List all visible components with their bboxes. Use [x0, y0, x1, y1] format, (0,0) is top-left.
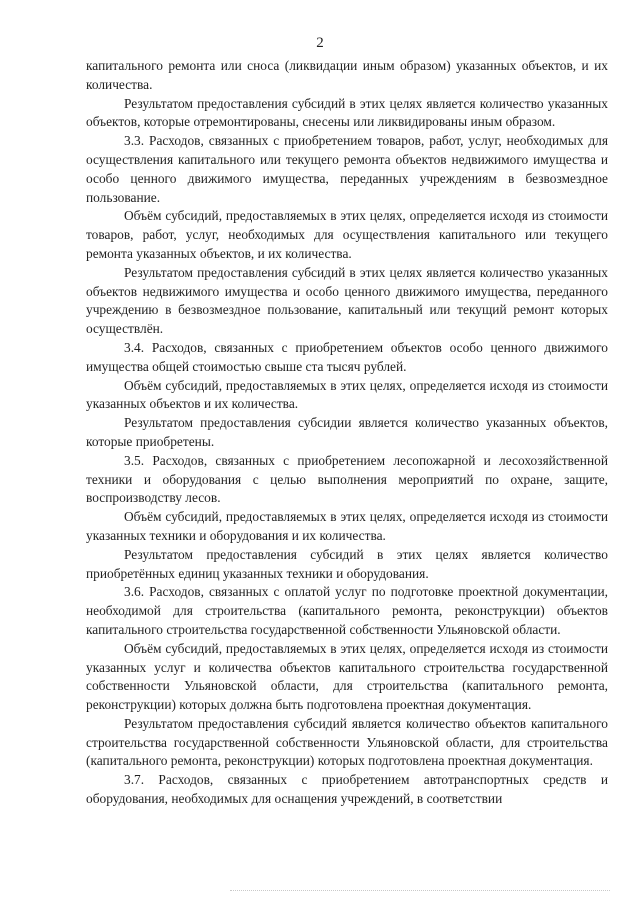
- paragraph-3-6-volume: Объём субсидий, предоставляемых в этих целях, определяется исходя из стоимости указанных услуг и количества объектов капитального строительства государственной собственности Ульяновской области, для строительства (капитального ремонта, реконструкции) которых должна быть подготовлена проектная документация.: [86, 640, 608, 713]
- paragraph-3-3-result: Результатом предоставления субсидий в этих целях является количество указанных объектов недвижимого имущества и особо ценного движимого имущества, переданного учреждению в безвозмездное пользование, капитальный или текущий ремонт которых осуществлён.: [86, 264, 608, 337]
- paragraph-3-3-volume: Объём субсидий, предоставляемых в этих целях, определяется исходя из стоимости товаров, работ, услуг, необходимых для осуществления капитального или текущего ремонта указанных объектов, и их количества.: [86, 208, 608, 261]
- paragraph-3-4-volume: Объём субсидий, предоставляемых в этих целях, определяется исходя из стоимости указанных объектов и их количества.: [86, 377, 608, 412]
- paragraph-3-5-volume: Объём субсидий, предоставляемых в этих целях, определяется исходя из стоимости указанных техники и оборудования и их количества.: [86, 509, 608, 543]
- paragraph-3-4-result: Результатом предоставления субсидии является количество указанных объектов, которые приобретены.: [86, 415, 608, 449]
- paragraph-3-5-result: Результатом предоставления субсидий в этих целях является количество приобретённых единиц указанных техники и оборудования.: [86, 546, 608, 581]
- paragraph-3-7: 3.7. Расходов, связанных с приобретением автотранспортных средств и оборудования, необходимых для оснащения учреждений, в соответствии: [86, 772, 608, 807]
- paragraph-continuation: капитального ремонта или сноса (ликвидации иным образом) указанных объектов, и их количества.: [86, 58, 608, 92]
- scan-footer-noise: [230, 890, 610, 893]
- page-number: 2: [316, 35, 324, 51]
- paragraph-3-3: 3.3. Расходов, связанных с приобретением товаров, работ, услуг, необходимых для осуществления капитального или текущего ремонта объектов недвижимого имущества и особо ценного движимого имущества, переданных учреждениям в безвозмездное пользование.: [86, 133, 608, 205]
- paragraph-result-objects-repaired: Результатом предоставления субсидий в этих целях является количество указанных объектов, которые отремонтированы, снесены или ликвидированы иным образом.: [86, 95, 608, 130]
- paragraph-3-5: 3.5. Расходов, связанных с приобретением лесопожарной и лесохозяйственной техники и оборудования с целью выполнения мероприятий по охране, защите, воспроизводству лесов.: [86, 452, 608, 506]
- paragraph-3-6-result: Результатом предоставления субсидий является количество объектов капитального строительства государственной собственности Ульяновской области, для строительства (капитального ремонта, реконструкции) которых подготовлена проектная документация.: [86, 715, 608, 769]
- paragraph-3-6: 3.6. Расходов, связанных с оплатой услуг по подготовке проектной документации, необходимой для строительства (капитального ремонта, реконструкции) объектов капитального строительства государственной собственности Ульяновской области.: [86, 584, 608, 637]
- document-body: [86, 57, 608, 809]
- paragraph-3-4: 3.4. Расходов, связанных с приобретением объектов особо ценного движимого имущества общей стоимостью свыше ста тысяч рублей.: [86, 339, 608, 374]
